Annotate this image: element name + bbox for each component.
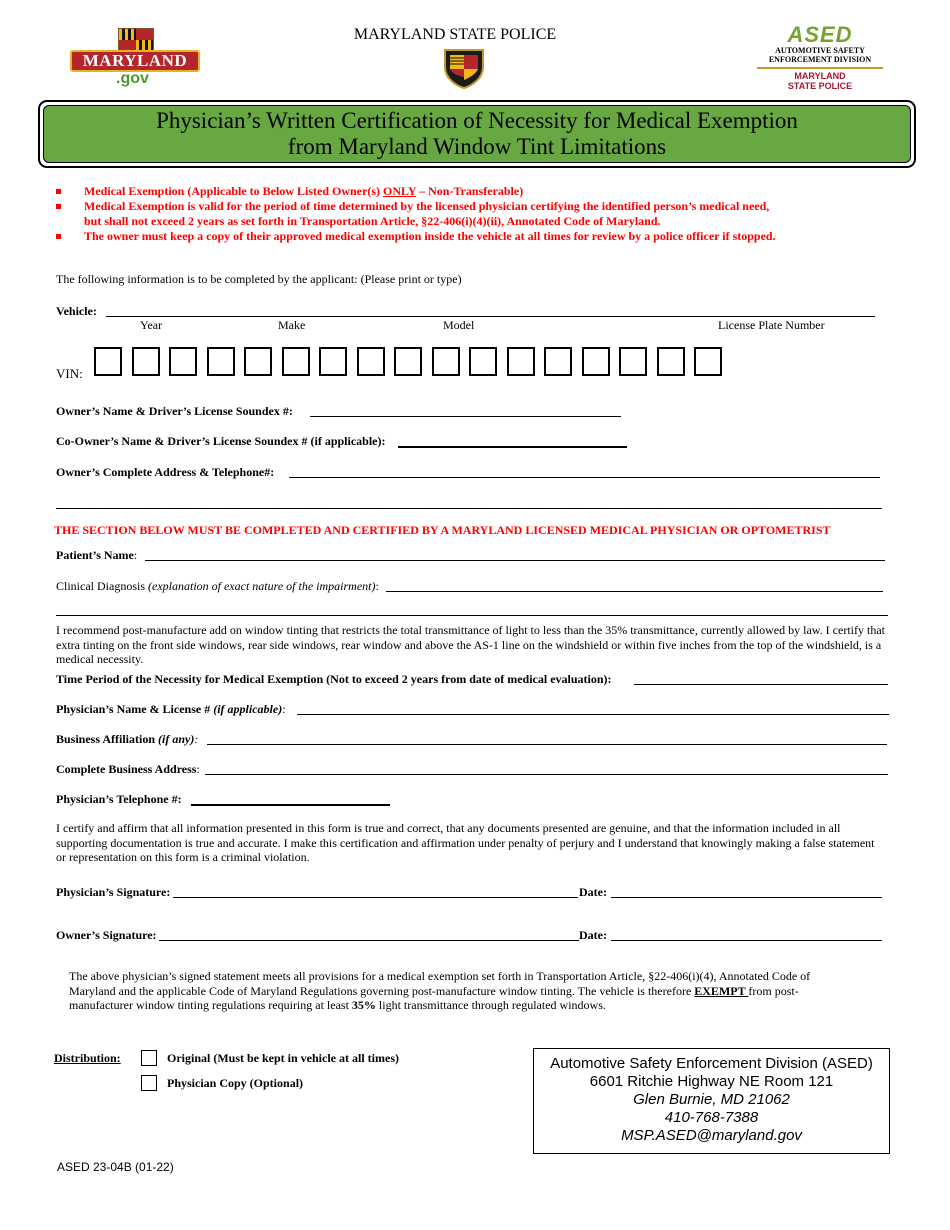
- bullet-non-transferable: [56, 184, 816, 199]
- owner-date-label: Date:: [579, 928, 607, 942]
- time-period-label: Time Period of the Necessity for Medical Exemption (Not to exceed 2 years from date of medical evaluation):: [56, 672, 612, 686]
- vehicle-plate-caption: License Plate Number: [718, 318, 825, 332]
- statement-percent: 35%: [351, 998, 376, 1012]
- vehicle-field[interactable]: [106, 316, 875, 317]
- coowner-name-field[interactable]: [398, 446, 627, 448]
- vin-boxes: [94, 347, 734, 377]
- physician-name-text: Physician’s Name & License #: [56, 702, 214, 716]
- physician-phone-label: Physician’s Telephone #:: [56, 792, 182, 806]
- time-period-field[interactable]: [634, 684, 888, 685]
- contact-street: 6601 Ritchie Highway NE Room 121: [589, 1073, 834, 1090]
- statement-part1: The above physician’s signed statement meets all provisions for a medical exemption set forth in Transportation Article, §22-406(i)(4), Annotated Code of Maryland and the applicable Code of Maryland Regulations governing post-manufacture window tinting. The vehicle is therefore: [69, 969, 811, 998]
- bullet-2-text: Medical Exemption is valid for the period of time determined by the licensed physician certifying the identified person’s medical need, but shall not exceed 2 years as set forth in Transportation Article, §22-406(i)(4)(ii), Annotated Code of Maryland.: [84, 199, 770, 228]
- police-shield-icon: [441, 47, 487, 89]
- statement-exempt: EXEMPT: [694, 983, 749, 998]
- form-title-line2: from Maryland Window Tint Limitations: [287, 134, 667, 159]
- physician-copy-checkbox[interactable]: [141, 1075, 157, 1091]
- owner-date-field[interactable]: [611, 940, 882, 941]
- vin-box[interactable]: [132, 347, 160, 376]
- vehicle-year-caption: Year: [140, 318, 163, 332]
- vin-box[interactable]: [507, 347, 535, 376]
- applicant-intro: The following information is to be completed by the applicant: (Please print or type): [56, 272, 462, 286]
- diagnosis-text: Clinical Diagnosis: [56, 579, 148, 593]
- statement-part2: from post-manufacturer window tinting regulations requiring at least: [69, 983, 799, 1012]
- physician-name-label: [56, 702, 286, 717]
- physician-phone-field[interactable]: [191, 804, 390, 806]
- contact-email[interactable]: MSP.ASED@maryland.gov: [621, 1127, 802, 1144]
- bullet-keep-copy: [56, 229, 816, 259]
- certify-statement: I certify and affirm that all information presented in this form is true and correct, that any documents presented are genuine, and that the information included in all supporting documentation is true and accurate. I make this certification and affirmation under penalty of perjury and I understand that knowingly making a false statement or representation on this form is a criminal violation.: [56, 821, 875, 864]
- physician-copy-label: Physician Copy (Optional): [167, 1076, 304, 1090]
- agency-name: MARYLAND STATE POLICE: [353, 26, 557, 43]
- business-address-label: [56, 762, 200, 777]
- vin-box[interactable]: [469, 347, 497, 376]
- vin-box[interactable]: [244, 347, 272, 376]
- physician-name-field[interactable]: [297, 714, 889, 715]
- recommend-statement: I recommend post-manufacture add on window tinting that restricts the total transmittance of light to less than the 35% transmittance, currently allowed by law. I certify that extra tinting on the front side windows, rear side windows, rear window and above the AS-1 line on the windshield or within five inches from the top of the windshield, is a medical necessity.: [56, 623, 885, 666]
- owner-signature-label: Owner’s Signature:: [56, 928, 157, 942]
- contact-phone: 410-768-7388: [664, 1109, 759, 1126]
- vin-box[interactable]: [432, 347, 460, 376]
- diagnosis-colon: :: [375, 579, 379, 593]
- vin-box[interactable]: [582, 347, 610, 376]
- contact-box: [533, 1048, 890, 1154]
- patient-name-field[interactable]: [145, 560, 885, 561]
- maryland-logo-gov: .gov: [116, 70, 149, 87]
- physician-name-italic: (if applicable): [213, 702, 283, 716]
- form-title-line1: Physician’s Written Certification of Necessity for Medical Exemption: [156, 108, 798, 133]
- maryland-gov-logo: [68, 28, 202, 90]
- vin-box[interactable]: [619, 347, 647, 376]
- contact-division: Automotive Safety Enforcement Division (ASED): [550, 1055, 873, 1072]
- physician-date-field[interactable]: [611, 897, 882, 898]
- patient-name-colon: :: [133, 548, 138, 562]
- diagnosis-field[interactable]: [386, 591, 883, 592]
- business-affiliation-italic: (if any): [158, 732, 195, 746]
- owner-name-field[interactable]: [310, 416, 621, 417]
- bullet-1-text: Medical Exemption (Applicable to Below Listed Owner(s): [84, 184, 383, 198]
- form-id: ASED 23-04B (01-22): [57, 1160, 174, 1174]
- ased-logo-line2: ENFORCEMENT DIVISION: [768, 55, 872, 64]
- business-affiliation-field[interactable]: [207, 744, 887, 745]
- physician-signature-field[interactable]: [173, 897, 578, 898]
- owner-name-label: Owner’s Name & Driver’s License Soundex #:: [56, 404, 293, 418]
- original-checkbox[interactable]: [141, 1050, 157, 1066]
- diagnosis-label: [56, 579, 379, 594]
- vin-box[interactable]: [94, 347, 122, 376]
- ased-logo-line4: STATE POLICE: [787, 81, 853, 91]
- business-address-colon: :: [196, 762, 200, 776]
- statement-part3: light transmittance through regulated windows.: [375, 998, 606, 1012]
- business-affiliation-text: Business Affiliation: [56, 732, 159, 746]
- business-address-text: Complete Business Address: [56, 762, 197, 776]
- business-affiliation-colon: :: [194, 732, 199, 746]
- physician-date-label: Date:: [579, 885, 607, 899]
- ased-logo-line1: AUTOMOTIVE SAFETY: [775, 46, 865, 55]
- patient-name-text: Patient’s Name: [56, 548, 134, 562]
- physician-signature-label: Physician’s Signature:: [56, 885, 171, 899]
- distribution-label: Distribution:: [54, 1051, 121, 1065]
- vin-box[interactable]: [319, 347, 347, 376]
- vin-box[interactable]: [694, 347, 722, 376]
- coowner-name-label: Co-Owner’s Name & Driver’s License Soundex # (if applicable):: [56, 434, 386, 448]
- diagnosis-field-2[interactable]: [56, 615, 888, 616]
- vin-box[interactable]: [282, 347, 310, 376]
- maryland-flag-icon: [118, 28, 154, 52]
- owner-address-label: Owner’s Complete Address & Telephone#:: [56, 465, 275, 479]
- bullet-validity: [56, 199, 816, 229]
- vin-box[interactable]: [357, 347, 385, 376]
- vin-box[interactable]: [394, 347, 422, 376]
- business-affiliation-label: [56, 732, 198, 747]
- bullet-3-text: The owner must keep a copy of their approved medical exemption inside the vehicle at all times for review by a police officer if stopped.: [84, 229, 776, 243]
- patient-name-label: [56, 548, 137, 563]
- physician-name-colon: :: [282, 702, 286, 716]
- bullet-1-only: ONLY: [382, 184, 417, 198]
- physician-section-heading: THE SECTION BELOW MUST BE COMPLETED AND CERTIFIED BY A MARYLAND LICENSED MEDICAL PHYSICIAN OR OPTOMETRIST: [54, 523, 831, 537]
- contact-city: Glen Burnie, MD 21062: [633, 1091, 790, 1108]
- owner-address-field-2[interactable]: [56, 508, 882, 509]
- owner-signature-field[interactable]: [159, 940, 579, 941]
- vehicle-model-caption: Model: [443, 318, 475, 332]
- owner-address-field[interactable]: [289, 477, 880, 478]
- bullet-1-tail: – Non-Transferable): [416, 184, 524, 198]
- diagnosis-italic: (explanation of exact nature of the impairment): [148, 579, 376, 593]
- ased-logo-line3: MARYLAND: [794, 71, 846, 81]
- ased-logo-word: ASED: [787, 22, 853, 47]
- vehicle-label: Vehicle:: [56, 304, 97, 318]
- exemption-statement: [69, 969, 849, 1013]
- original-label: Original (Must be kept in vehicle at all times): [167, 1051, 399, 1065]
- vehicle-make-caption: Make: [278, 318, 306, 332]
- vin-box[interactable]: [544, 347, 572, 376]
- vin-label: VIN:: [56, 366, 83, 381]
- vin-box[interactable]: [207, 347, 235, 376]
- maryland-logo-word: MARYLAND: [82, 51, 188, 70]
- vin-box[interactable]: [169, 347, 197, 376]
- ased-logo: [757, 22, 883, 92]
- title-banner: [38, 100, 916, 168]
- vin-box[interactable]: [657, 347, 685, 376]
- business-address-field[interactable]: [205, 774, 888, 775]
